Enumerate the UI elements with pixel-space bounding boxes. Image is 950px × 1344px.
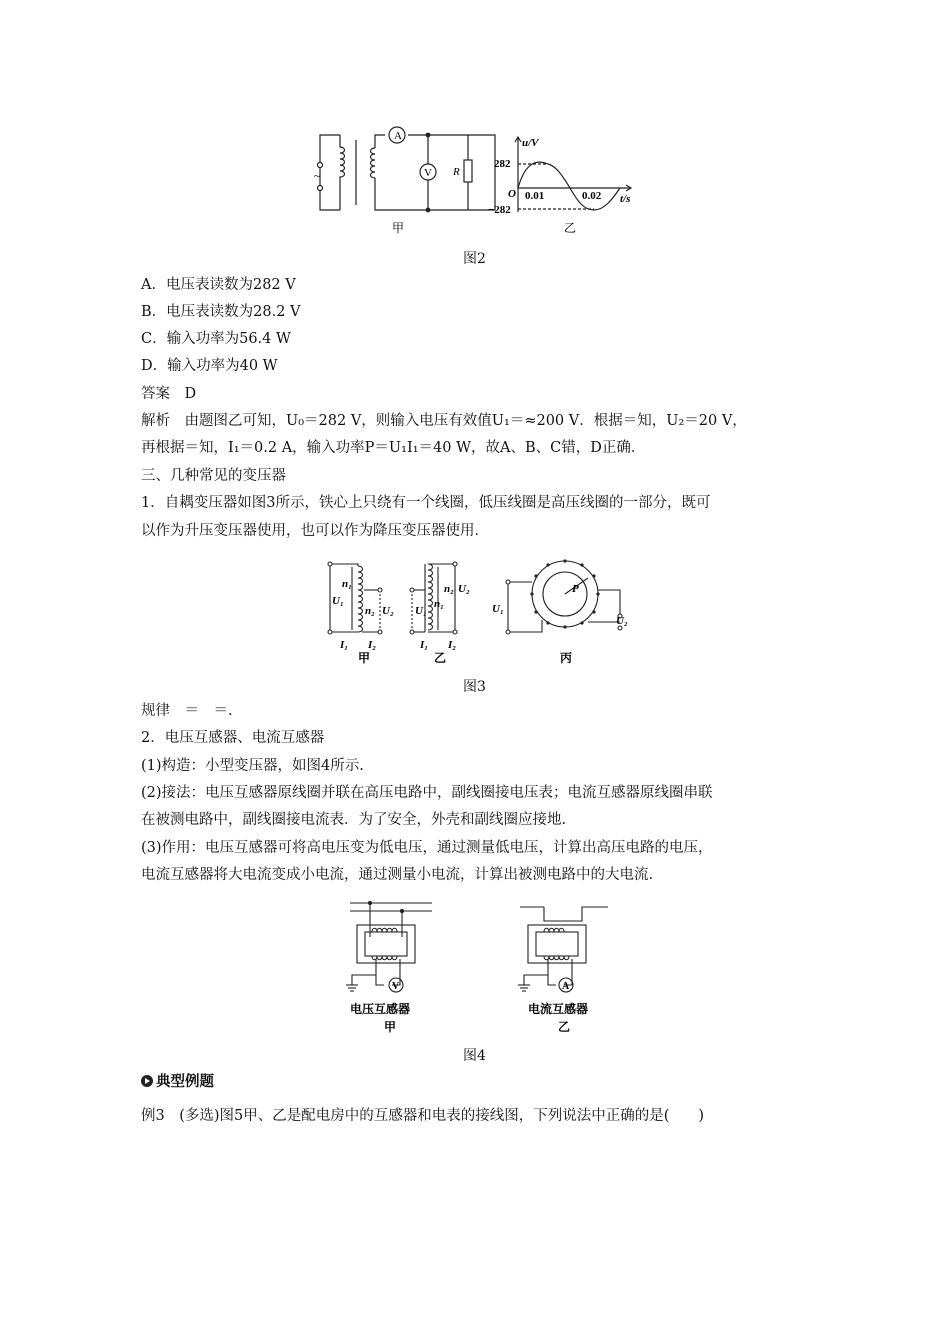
example-3: 例3 (多选)图5甲、乙是配电房中的互感器和电表的接线图，下列说法中正确的是( )	[141, 1108, 705, 1124]
item-2-p2-line-1: (2)接法：电压互感器原线圈并联在高压电路中，副线圈接电压表；电流互感器原线圈串联	[141, 785, 713, 801]
ac-source-label: ~	[314, 169, 321, 183]
secondary-coil	[371, 148, 376, 178]
resistor-label: R	[453, 166, 460, 178]
figure-3	[320, 552, 640, 670]
item-2-p1: (1)构造：小型变压器，如图4所示.	[141, 758, 364, 774]
x-tick-2: 0.02	[582, 190, 602, 202]
fig3-jia-i1: I₁	[340, 639, 349, 651]
item-2-title: 2．电压互感器、电流互感器	[141, 730, 325, 746]
primary-coil	[340, 135, 345, 210]
fig4-right-sub: 乙	[558, 1020, 571, 1034]
section-3-title: 三、几种常见的变压器	[141, 468, 286, 484]
figure-3-caption: 图3	[463, 679, 486, 695]
item-1-line-2: 以作为升压变压器使用，也可以作为降压变压器使用．	[141, 523, 489, 539]
origin-label: O	[508, 188, 516, 200]
y-max-label: 282	[494, 158, 511, 170]
fig2-jia-label: 甲	[392, 221, 405, 235]
fig3-yi-label: 乙	[434, 651, 447, 665]
t-axis-label: t/s	[620, 193, 631, 205]
fig3-bing-u2: U₂	[616, 615, 628, 627]
analysis-line-1: 解析 由题图乙可知，U₀＝282 V，则输入电压有效值U₁＝≈200 V．根据＝知，U₂＝20 V，	[141, 413, 747, 429]
primary-wire	[320, 135, 340, 210]
rule: 规律 ＝ ＝.	[141, 703, 233, 719]
figure-3-diagram	[320, 552, 640, 670]
figure-2-diagram	[300, 120, 660, 240]
figure-4-caption: 图4	[463, 1048, 486, 1064]
option-b: B．电压表读数为28.2 V	[141, 304, 301, 320]
typical-examples-text: 典型例题	[156, 1074, 214, 1090]
u-axis-label: u/V	[522, 137, 539, 149]
item-2-p3-line-1: (3)作用：电压互感器可将高电压变为低电压，通过测量低电压，计算出高压电路的电压，	[141, 840, 713, 856]
item-2-p3-line-2: 电流互感器将大电流变成小电流，通过测量小电流，计算出被测电路中的大电流.	[141, 867, 654, 883]
fig3-bing-u1: U₁	[492, 603, 504, 615]
item-2-p2-line-2: 在被测电路中，副线圈接电流表．为了安全，外壳和副线圈应接地.	[141, 812, 567, 828]
fig3-jia-n1: n₁	[342, 578, 352, 590]
figure-2-caption: 图2	[463, 251, 486, 267]
fig3-jia-label: 甲	[358, 651, 371, 665]
fig3-jia-n2: n₂	[365, 605, 375, 617]
figure-2	[300, 120, 660, 240]
figure-4-diagram	[340, 895, 620, 1037]
fig4-left-label: 电压互感器	[350, 1002, 411, 1016]
y-min-label: −282	[488, 204, 511, 216]
fig4-voltmeter-label: V	[392, 981, 400, 992]
fig4-ammeter-label: A	[562, 981, 570, 992]
fig3-jia-i2: I₂	[368, 639, 377, 651]
sine-wave	[518, 162, 620, 210]
resistor-symbol	[464, 160, 472, 182]
fig3-yi-n1: n₁	[434, 598, 444, 610]
figure-4	[340, 895, 620, 1037]
fig3-yi-u2: U₂	[458, 583, 470, 595]
fig3-yi-i1: I₁	[420, 639, 429, 651]
fig3-jia-u1: U₁	[332, 595, 344, 607]
analysis-line-2: 再根据＝知，I₁＝0.2 A，输入功率P＝U₁I₁＝40 W，故A、B、C错，D正确．	[141, 440, 646, 456]
fig3-yi-i2: I₂	[448, 639, 457, 651]
fig3-bing-label: 丙	[560, 651, 573, 665]
play-circle-icon	[141, 1075, 153, 1087]
fig2-yi-label: 乙	[564, 221, 577, 235]
fig3-bing-p: P	[572, 583, 579, 595]
x-tick-1: 0.01	[525, 190, 545, 202]
fig3-jia-u2: U₂	[382, 605, 394, 617]
option-d: D．输入功率为40 W	[141, 358, 278, 374]
item-1-line-1: 1．自耦变压器如图3所示，铁心上只绕有一个线圈，低压线圈是高压线圈的一部分，既可	[141, 495, 711, 511]
fig3-yi-u1: U₁	[415, 605, 427, 617]
option-c: C．输入功率为56.4 W	[141, 331, 291, 347]
fig4-right-label: 电流互感器	[528, 1002, 589, 1016]
typical-examples-heading	[141, 1072, 214, 1092]
ammeter-label: A	[394, 130, 402, 142]
answer: 答案 D	[141, 386, 197, 402]
fig4-left-sub: 甲	[384, 1020, 397, 1034]
option-a: A．电压表读数为282 V	[141, 277, 296, 293]
voltmeter-label: V	[424, 167, 432, 179]
fig3-yi-n2: n₂	[444, 583, 454, 595]
